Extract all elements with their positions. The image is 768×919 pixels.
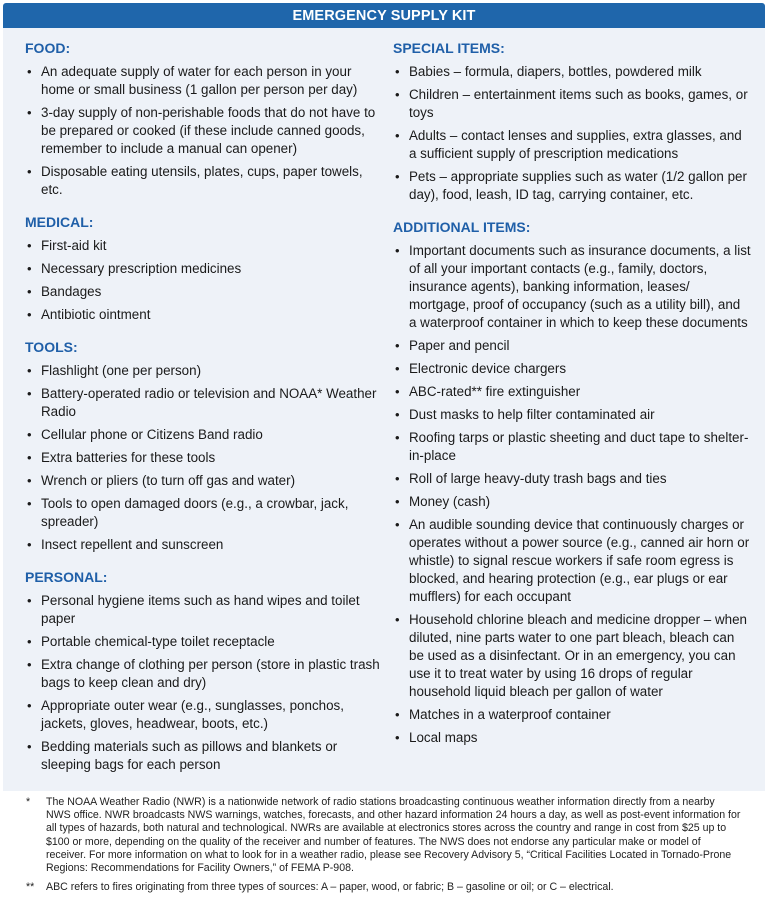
- list-item: [25, 592, 380, 628]
- list-item-text: Extra batteries for these tools: [41, 450, 216, 465]
- list-item: [25, 536, 380, 554]
- section-title: PERSONAL:: [25, 569, 108, 585]
- bullet-icon: •: [395, 361, 400, 376]
- list-item-text: Wrench or pliers (to turn off gas and water): [41, 473, 296, 488]
- list-item-text: Children – entertainment items such as books, games, or toys: [409, 87, 748, 120]
- item-list: [25, 63, 380, 199]
- right-column: [393, 40, 751, 762]
- footnote-text: The NOAA Weather Radio (NWR) is a nationwide network of radio stations broadcasting continuous weather information directly from a nearby NWS office. NWR broadcasts NWS warnings, watches, forecasts, and other hazard information 24 hours a day, as well as post-event information for all types of hazards, both natural and technological. NWRs are available at electronics stores across the country and range in cost from $25 up to $100 or more, depending on the quality of the receiver and number of features. The NWS does not endorse any particular make or model of receiver. For more information on what to look for in a weather radio, please see Recovery Advisory 5, “Critical Facilities Located in Tornado-Prone Regions: Recommendations for Facility Owners,” of FEMA P-908.: [46, 796, 741, 875]
- left-column: [25, 40, 380, 789]
- list-item: [393, 127, 751, 163]
- bullet-icon: •: [27, 261, 32, 276]
- bullet-icon: •: [27, 64, 32, 79]
- item-list: [25, 592, 380, 774]
- section-additional-items: [393, 219, 751, 747]
- list-item: [393, 242, 751, 332]
- bullet-icon: •: [395, 730, 400, 745]
- section-personal: [25, 569, 380, 774]
- list-item: [393, 406, 751, 424]
- list-item-text: ABC-rated** fire extinguisher: [409, 384, 581, 399]
- list-item: [393, 429, 751, 465]
- list-item-text: Portable chemical-type toilet receptacle: [41, 634, 275, 649]
- bullet-icon: •: [395, 494, 400, 509]
- section-title: MEDICAL:: [25, 214, 94, 230]
- bullet-icon: •: [27, 238, 32, 253]
- list-item: [393, 168, 751, 204]
- section-title: SPECIAL ITEMS:: [393, 40, 505, 56]
- list-item-text: Tools to open damaged doors (e.g., a crowbar, jack, spreader): [41, 496, 349, 529]
- list-item-text: Bedding materials such as pillows and blankets or sleeping bags for each person: [41, 739, 338, 772]
- list-item-text: Matches in a waterproof container: [409, 707, 611, 722]
- bullet-icon: •: [395, 517, 400, 532]
- list-item-text: Cellular phone or Citizens Band radio: [41, 427, 263, 442]
- footnote-mark: *: [26, 796, 31, 808]
- bullet-icon: •: [395, 707, 400, 722]
- section-tools: [25, 339, 380, 554]
- section-title: TOOLS:: [25, 339, 78, 355]
- list-item: [25, 449, 380, 467]
- list-item: [393, 360, 751, 378]
- list-item: [393, 86, 751, 122]
- list-item-text: Insect repellent and sunscreen: [41, 537, 224, 552]
- bullet-icon: •: [395, 612, 400, 627]
- bullet-icon: •: [27, 105, 32, 120]
- list-item-text: Dust masks to help filter contaminated air: [409, 407, 655, 422]
- section-medical: [25, 214, 380, 324]
- bullet-icon: •: [395, 338, 400, 353]
- list-item-text: Battery-operated radio or television and NOAA* Weather Radio: [41, 386, 377, 419]
- list-item: [25, 633, 380, 651]
- list-item-text: Local maps: [409, 730, 478, 745]
- list-item: [25, 697, 380, 733]
- bullet-icon: •: [395, 169, 400, 184]
- list-item-text: Electronic device chargers: [409, 361, 567, 376]
- page-title: EMERGENCY SUPPLY KIT: [292, 7, 476, 24]
- bullet-icon: •: [27, 496, 32, 511]
- list-item-text: Necessary prescription medicines: [41, 261, 242, 276]
- list-item: [25, 63, 380, 99]
- bullet-icon: •: [27, 427, 32, 442]
- bullet-icon: •: [27, 164, 32, 179]
- section-food: [25, 40, 380, 199]
- list-item-text: Disposable eating utensils, plates, cups, paper towels, etc.: [41, 164, 363, 197]
- bullet-icon: •: [27, 363, 32, 378]
- list-item-text: Household chlorine bleach and medicine dropper – when diluted, nine parts water to one part bleach, bleach can be used as a disinfectant. Or in an emergency, you can use it to treat water by using 16 drops of regular household liquid bleach per gallon of water: [409, 612, 747, 699]
- item-list: [25, 237, 380, 324]
- list-item: [393, 706, 751, 724]
- list-item: [25, 362, 380, 380]
- bullet-icon: •: [27, 284, 32, 299]
- list-item: [25, 426, 380, 444]
- bullet-icon: •: [27, 634, 32, 649]
- header-bar: [3, 3, 765, 28]
- bullet-icon: •: [395, 384, 400, 399]
- bullet-icon: •: [395, 430, 400, 445]
- list-item-text: Paper and pencil: [409, 338, 510, 353]
- section-title: FOOD:: [25, 40, 71, 56]
- list-item: [25, 385, 380, 421]
- bullet-icon: •: [395, 87, 400, 102]
- bullet-icon: •: [395, 64, 400, 79]
- list-item-text: Adults – contact lenses and supplies, extra glasses, and a sufficient supply of prescription medications: [409, 128, 742, 161]
- list-item-text: Extra change of clothing per person (store in plastic trash bags to keep clean and dry): [41, 657, 380, 690]
- list-item-text: Pets – appropriate supplies such as water (1/2 gallon per day), food, leash, ID tag, carrying container, etc.: [409, 169, 747, 202]
- bullet-icon: •: [27, 450, 32, 465]
- bullet-icon: •: [27, 593, 32, 608]
- bullet-icon: •: [395, 128, 400, 143]
- list-item: [25, 237, 380, 255]
- bullet-icon: •: [27, 739, 32, 754]
- list-item-text: Personal hygiene items such as hand wipes and toilet paper: [41, 593, 360, 626]
- bullet-icon: •: [27, 386, 32, 401]
- bullet-icon: •: [27, 698, 32, 713]
- list-item-text: Babies – formula, diapers, bottles, powdered milk: [409, 64, 702, 79]
- list-item: [393, 337, 751, 355]
- list-item: [393, 63, 751, 81]
- list-item: [25, 306, 380, 324]
- bullet-icon: •: [27, 473, 32, 488]
- list-item: [25, 260, 380, 278]
- list-item: [25, 472, 380, 490]
- list-item: [25, 163, 380, 199]
- bullet-icon: •: [27, 657, 32, 672]
- footnote-noaa: [0, 796, 768, 875]
- bullet-icon: •: [395, 471, 400, 486]
- list-item-text: Important documents such as insurance documents, a list of all your important contacts (e.g., family, doctors, insurance agents), banking information, leases/ mortgage, proof of occupancy (such as a utility bill), and a waterproof container in which to keep these documents: [409, 243, 751, 330]
- list-item: [393, 611, 751, 701]
- item-list: [393, 63, 751, 204]
- section-special-items: [393, 40, 751, 204]
- item-list: [393, 242, 751, 747]
- list-item: [25, 656, 380, 692]
- section-title: ADDITIONAL ITEMS:: [393, 219, 531, 235]
- list-item-text: Roofing tarps or plastic sheeting and duct tape to shelter-in-place: [409, 430, 749, 463]
- list-item: [393, 516, 751, 606]
- list-item: [393, 493, 751, 511]
- list-item-text: Bandages: [41, 284, 102, 299]
- list-item: [25, 495, 380, 531]
- list-item-text: Antibiotic ointment: [41, 307, 151, 322]
- content-panel: [3, 28, 765, 791]
- list-item-text: An audible sounding device that continuously charges or operates without a power source (e.g., canned air horn or whistle) to signal rescue workers if safe room egress is blocked, and hearing protection (e.g., ear plugs or ear mufflers) for each occupant: [409, 517, 750, 604]
- list-item-text: Roll of large heavy-duty trash bags and ties: [409, 471, 667, 486]
- footnote-abc: [0, 881, 768, 894]
- footnote-mark: **: [26, 881, 35, 894]
- list-item-text: 3-day supply of non-perishable foods that do not have to be prepared or cooked (if these include canned goods, remember to include a manual can opener): [41, 105, 376, 156]
- list-item: [25, 283, 380, 301]
- footnotes: [0, 796, 768, 900]
- bullet-icon: •: [27, 537, 32, 552]
- list-item: [25, 104, 380, 158]
- footnote-text: ABC refers to fires originating from three types of sources: A – paper, wood, or fabric; B – gasoline or oil; or C – electrical.: [46, 881, 614, 894]
- list-item-text: Flashlight (one per person): [41, 363, 202, 378]
- list-item: [393, 470, 751, 488]
- item-list: [25, 362, 380, 554]
- list-item: [393, 383, 751, 401]
- list-item-text: First-aid kit: [41, 238, 107, 253]
- list-item-text: Appropriate outer wear (e.g., sunglasses, ponchos, jackets, gloves, headwear, boots, etc.): [41, 698, 344, 731]
- bullet-icon: •: [27, 307, 32, 322]
- list-item-text: Money (cash): [409, 494, 491, 509]
- bullet-icon: •: [395, 407, 400, 422]
- bullet-icon: •: [395, 243, 400, 258]
- list-item: [393, 729, 751, 747]
- list-item-text: An adequate supply of water for each person in your home or small business (1 gallon per person per day): [41, 64, 358, 97]
- list-item: [25, 738, 380, 774]
